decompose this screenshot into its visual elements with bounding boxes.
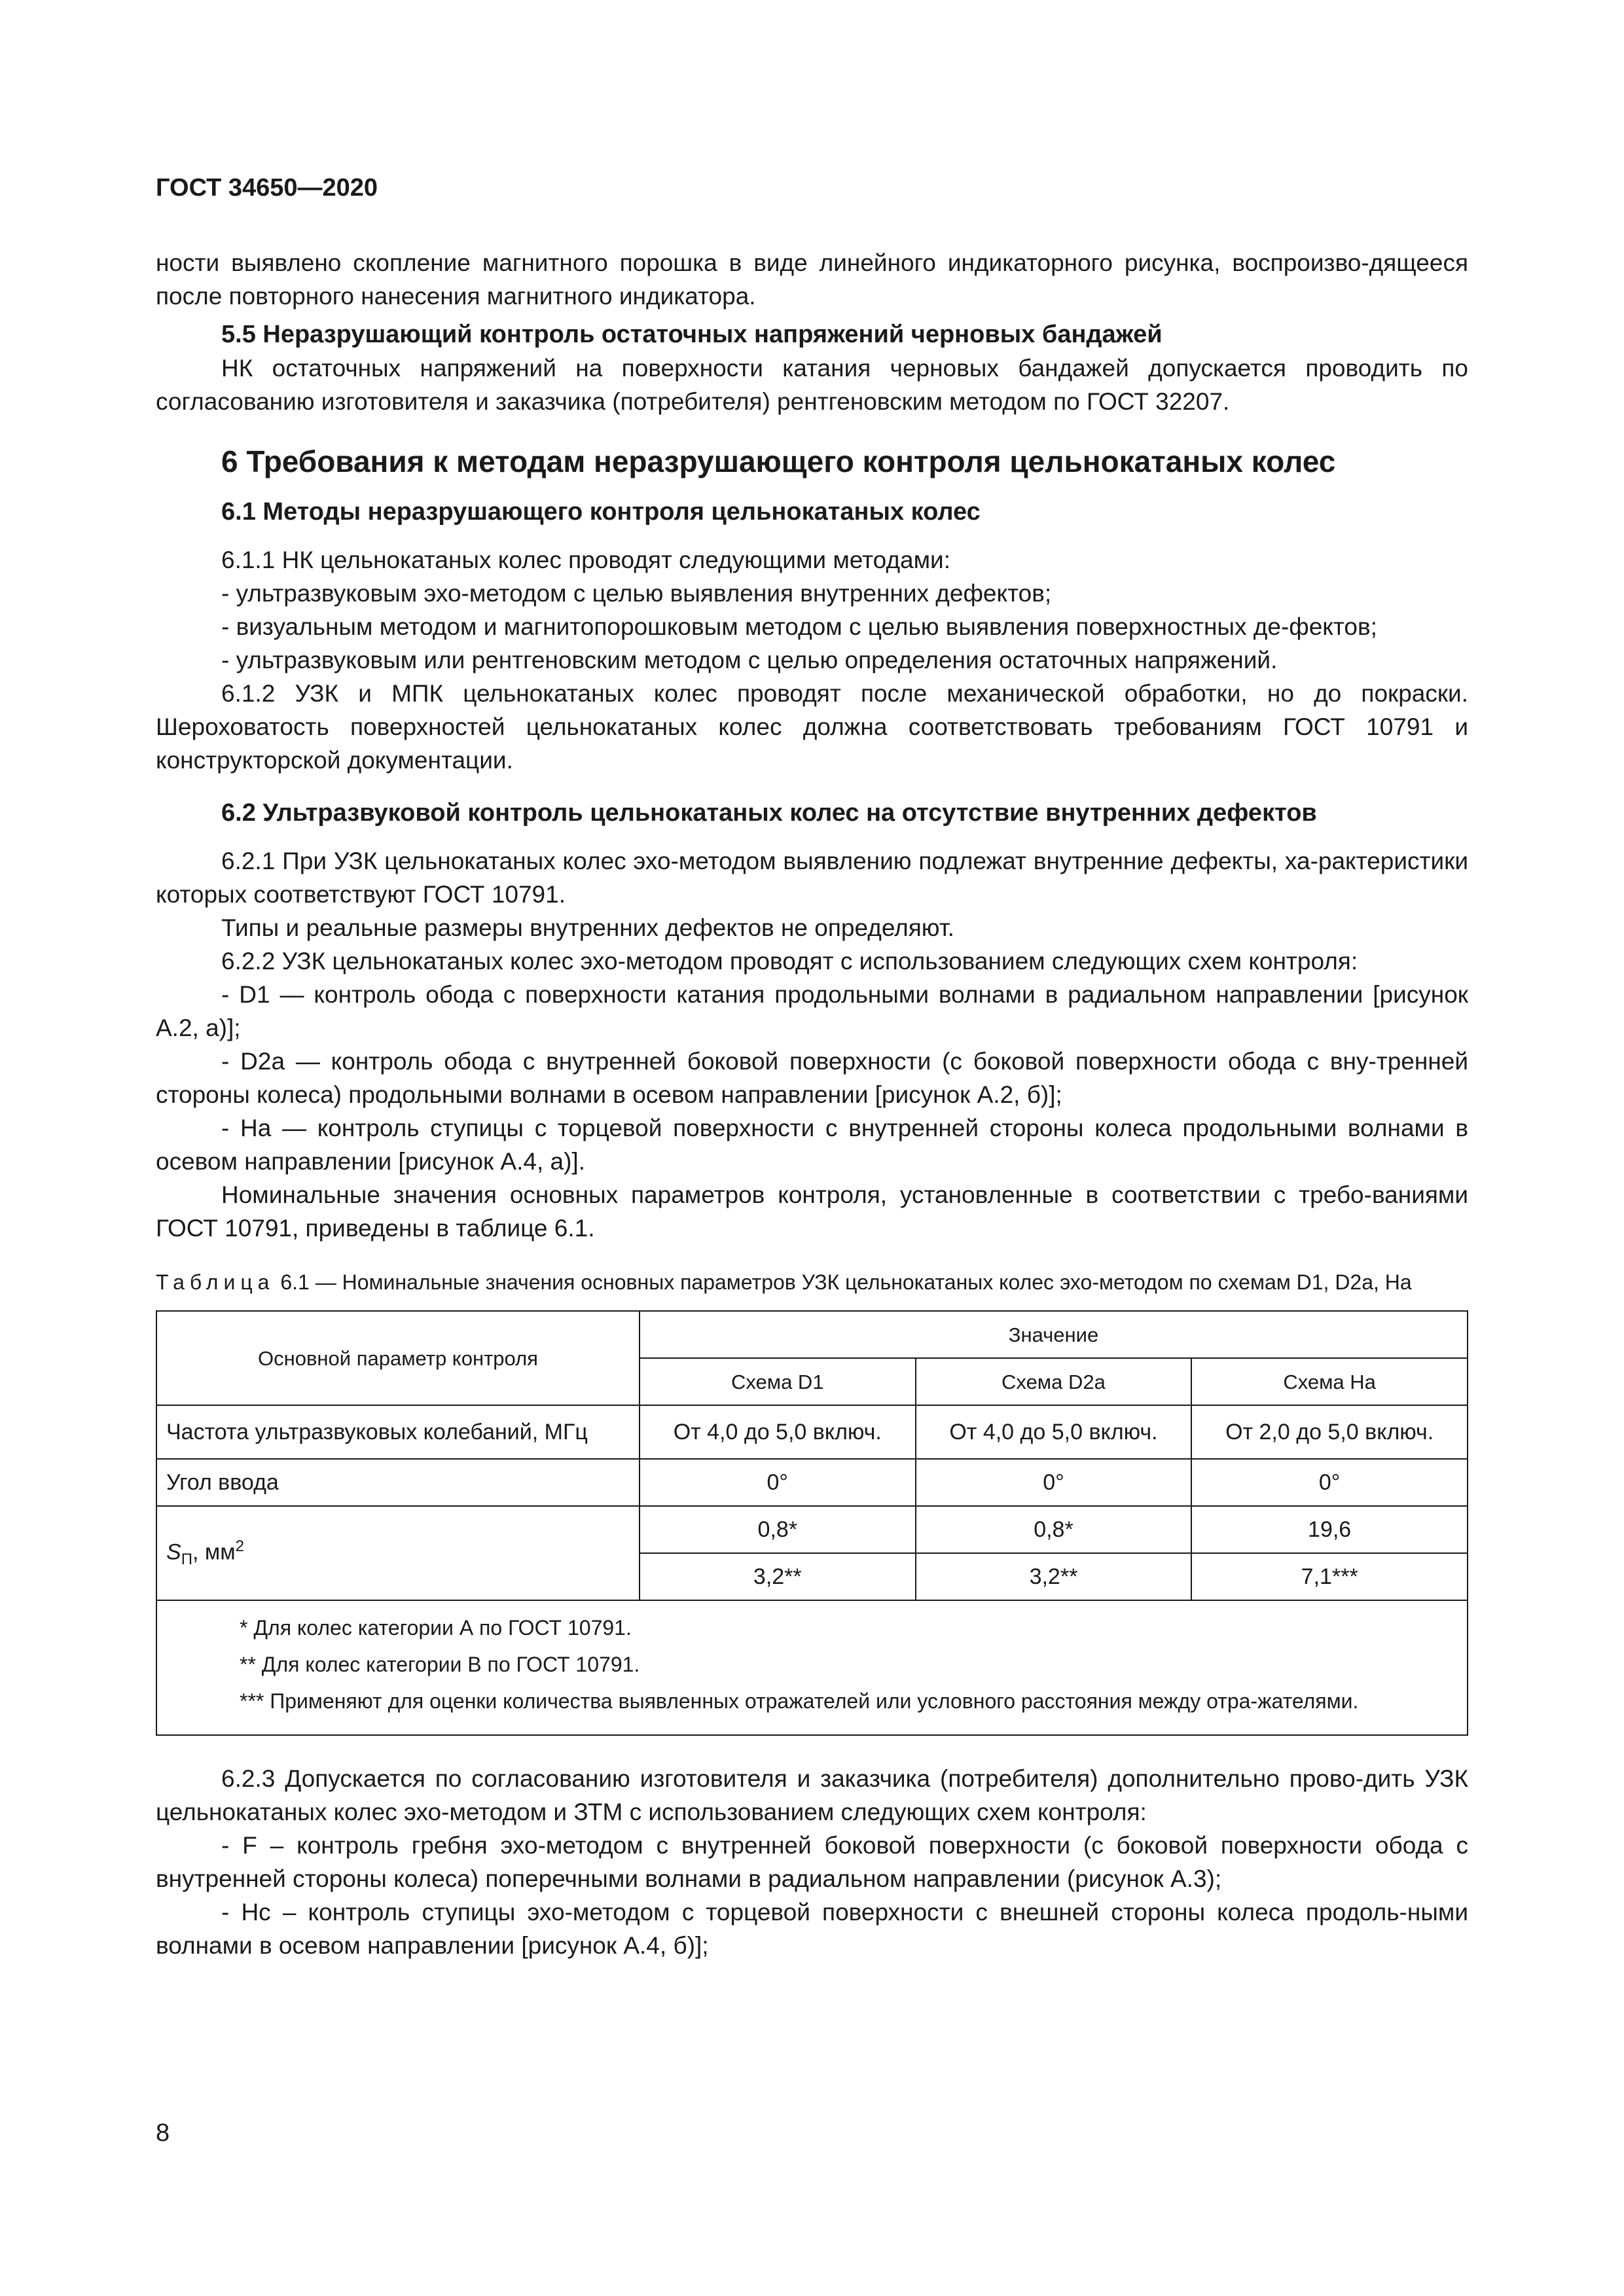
table-cell: 3,2** bbox=[640, 1553, 916, 1600]
page-number: 8 bbox=[156, 2119, 170, 2147]
symbol-subscript: П bbox=[181, 1551, 192, 1569]
table-note: ** Для колес категории В по ГОСТ 10791. bbox=[240, 1653, 640, 1676]
list-item: - ультразвуковым эхо-методом с целью выявления внутренних дефектов; bbox=[221, 580, 1052, 607]
symbol-s: S bbox=[166, 1539, 181, 1565]
document-body bbox=[156, 246, 1468, 1962]
table-cell: 0° bbox=[916, 1459, 1192, 1506]
heading-5-5: 5.5 Неразрушающий контроль остаточных напряжений черновых бандажей bbox=[221, 321, 1163, 348]
table-cell: От 4,0 до 5,0 включ. bbox=[640, 1405, 916, 1459]
table-cell: От 2,0 до 5,0 включ. bbox=[1191, 1405, 1468, 1459]
table-caption-label: Таблица bbox=[156, 1270, 275, 1294]
table-cell: 19,6 bbox=[1191, 1506, 1468, 1553]
parameters-table bbox=[156, 1310, 1468, 1736]
paragraph-defect-types: Типы и реальные размеры внутренних дефектов не определяют. bbox=[221, 914, 954, 941]
heading-section-6: 6 Требования к методам неразрушающего контроля цельнокатаных колес bbox=[221, 444, 1336, 478]
table-cell: 3,2** bbox=[916, 1553, 1192, 1600]
table-cell: 7,1*** bbox=[1191, 1553, 1468, 1600]
column-header-parameter: Основной параметр контроля bbox=[156, 1311, 640, 1405]
paragraph-6-1-1: 6.1.1 НК цельнокатаных колес проводят следующими методами: bbox=[221, 547, 950, 573]
paragraph-nominal-values: Номинальные значения основных параметров контроля, установленные в соответствии с требо-ваниями ГОСТ 10791, приведены в таблице 6.1. bbox=[156, 1181, 1468, 1242]
table-cell-area bbox=[156, 1506, 640, 1600]
table-row bbox=[156, 1459, 1468, 1506]
paragraph-6-1-2: 6.1.2 УЗК и МПК цельнокатаных колес проводят после механической обработки, но до покраски. Шероховатость поверхностей цельнокатаных колес должна соответствовать требованиям ГОСТ 10791 и конструкторской документации. bbox=[156, 680, 1468, 774]
table-row bbox=[156, 1506, 1468, 1553]
table-cell: Частота ультразвуковых колебаний, МГц bbox=[156, 1405, 640, 1459]
paragraph-intro: ности выявлено скопление магнитного порошка в виде линейного индикаторного рисунка, воспроизво-дящееся после повторного нанесения магнитного индикатора. bbox=[156, 249, 1468, 310]
symbol-unit: , мм bbox=[192, 1539, 236, 1565]
table-cell: 0,8* bbox=[916, 1506, 1192, 1553]
column-header-ha: Схема На bbox=[1191, 1358, 1468, 1405]
list-item: - На — контроль ступицы с торцевой поверхности с внутренней стороны колеса продольными волнами в осевом направлении [рисунок А.4, а)]. bbox=[156, 1115, 1468, 1175]
table-cell: Угол ввода bbox=[156, 1459, 640, 1506]
table-caption-text: 6.1 — Номинальные значения основных параметров УЗК цельнокатаных колес эхо-методом по схемам D1, D2a, На bbox=[280, 1270, 1412, 1294]
table-note: * Для колес категории А по ГОСТ 10791. bbox=[240, 1616, 632, 1640]
paragraph-5-5: НК остаточных напряжений на поверхности катания черновых бандажей допускается проводить по согласованию изготовителя и заказчика (потребителя) рентгеновским методом по ГОСТ 32207. bbox=[156, 355, 1468, 415]
table-row bbox=[156, 1405, 1468, 1459]
heading-6-1: 6.1 Методы неразрушающего контроля цельнокатаных колес bbox=[221, 498, 981, 526]
table-cell: 0° bbox=[640, 1459, 916, 1506]
paragraph-6-2-3: 6.2.3 Допускается по согласованию изготовителя и заказчика (потребителя) дополнительно прово-дить УЗК цельнокатаных колес эхо-методом и ЗТМ с использованием следующих схем контроля: bbox=[156, 1765, 1468, 1825]
table-cell: 0° bbox=[1191, 1459, 1468, 1506]
table-cell: От 4,0 до 5,0 включ. bbox=[916, 1405, 1192, 1459]
list-item: - Нс – контроль ступицы эхо-методом с торцевой поверхности с внешней стороны колеса продоль-ными волнами в осевом направлении [рисунок А.4, б)]; bbox=[156, 1899, 1468, 1959]
symbol-superscript: 2 bbox=[235, 1537, 244, 1556]
document-header: ГОСТ 34650—2020 bbox=[156, 174, 378, 202]
table-note: *** Применяют для оценки количества выявленных отражателей или условного расстояния между отра-жателями. bbox=[240, 1689, 1359, 1713]
list-item: - F – контроль гребня эхо-методом с внутренней боковой поверхности (с боковой поверхности обода с внутренней стороны колеса) поперечными волнами в радиальном направлении (рисунок А.3); bbox=[156, 1832, 1468, 1892]
column-header-d1: Схема D1 bbox=[640, 1358, 916, 1405]
table-notes-row bbox=[156, 1600, 1468, 1735]
list-item: - D1 — контроль обода с поверхности катания продольными волнами в радиальном направлении [рисунок А.2, а)]; bbox=[156, 981, 1468, 1041]
table-caption bbox=[156, 1267, 1468, 1297]
paragraph-6-2-2: 6.2.2 УЗК цельнокатаных колес эхо-методом проводят с использованием следующих схем контроля: bbox=[221, 948, 1358, 975]
table-notes bbox=[156, 1600, 1468, 1735]
paragraph-6-2-1: 6.2.1 При УЗК цельнокатаных колес эхо-методом выявлению подлежат внутренние дефекты, ха-рактеристики которых соответствуют ГОСТ 10791. bbox=[156, 848, 1468, 908]
table-cell: 0,8* bbox=[640, 1506, 916, 1553]
column-header-d2a: Схема D2a bbox=[916, 1358, 1192, 1405]
list-item: - визуальным методом и магнитопорошковым методом с целью выявления поверхностных де-фектов; bbox=[221, 613, 1377, 640]
list-item: - D2a — контроль обода с внутренней боковой поверхности (с боковой поверхности обода с вну-тренней стороны колеса) продольными волнами в осевом направлении [рисунок А.2, б)]; bbox=[156, 1048, 1468, 1108]
column-header-value: Значение bbox=[640, 1311, 1468, 1358]
heading-6-2: 6.2 Ультразвуковой контроль цельнокатаных колес на отсутствие внутренних дефектов bbox=[221, 799, 1317, 827]
list-item: - ультразвуковым или рентгеновским методом с целью определения остаточных напряжений. bbox=[221, 647, 1278, 673]
